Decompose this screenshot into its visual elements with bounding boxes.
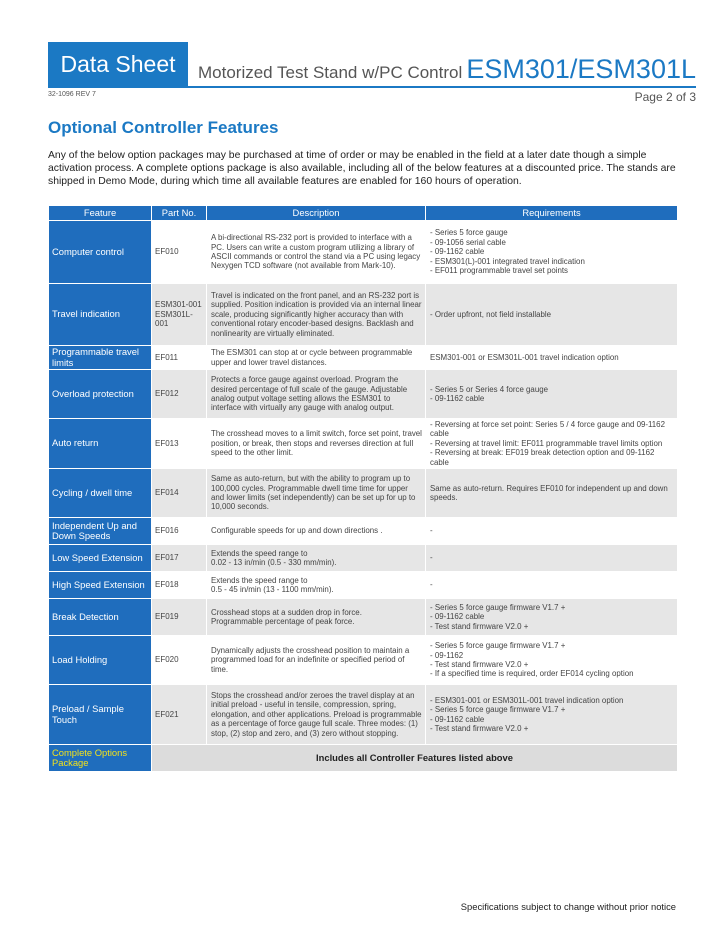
section-intro: Any of the below option packages may be purchased at time of order or may be enabled in the field at a later date though a simple activation process. A complete options package is also available, including all of the below features at a discounted price. The stands are shipped in Demo Mode, during which time all available features are enabled for 160 hours of operation. (48, 150, 676, 187)
description-cell: Stops the crosshead and/or zeroes the travel display at an initial preload - useful in tensile, compression, spring, elongation, and other applications. Preload is programmable as a percentage of force gauge full scale. Three modes: (1) stop, (2) stop and zero, and (3) zero without stopping. (207, 685, 426, 745)
table-row (49, 284, 678, 346)
header-part-no: Part No. (152, 206, 207, 221)
part-no-cell: EF010 (152, 221, 207, 284)
table-row (49, 469, 678, 518)
part-no-cell: EF020 (152, 636, 207, 685)
part-no-cell: EF013 (152, 419, 207, 469)
part-no-cell: EF016 (152, 518, 207, 545)
feature-cell: Auto return (49, 419, 152, 469)
requirements-cell: - (426, 545, 678, 572)
header-rule (48, 86, 696, 88)
table-row (49, 685, 678, 745)
table-row (49, 419, 678, 469)
requirements-cell: - Order upfront, not field installable (426, 284, 678, 346)
description-cell: Travel is indicated on the front panel, and an RS-232 port is supplied. Position indication is provided via an internal linear scale, producing significantly higher accuracy than with conventional rotary encoder-based designs. Backlash and nonlinearity are virtually eliminated. (207, 284, 426, 346)
description-cell: A bi-directional RS-232 port is provided to interface with a PC. Users can write a custom program utilizing a library of ASCII commands or control the stand via a PC using legacy Nexygen TCD software (not available from Mark-10). (207, 221, 426, 284)
feature-cell: Break Detection (49, 599, 152, 636)
table-row (49, 572, 678, 599)
part-no-cell: EF012 (152, 370, 207, 419)
description-cell: The crosshead moves to a limit switch, force set point, travel position, or break, then stops and reverses direction at full speed to the other limit. (207, 419, 426, 469)
table-row (49, 599, 678, 636)
header-requirements: Requirements (426, 206, 678, 221)
requirements-cell: - (426, 518, 678, 545)
table-row (49, 370, 678, 419)
description-cell: Same as auto-return, but with the ability to program up to 100,000 cycles. Programmable dwell time time for upper and lower limits (set independently) can be set up for up to 10,000 seconds. (207, 469, 426, 518)
feature-cell: Cycling / dwell time (49, 469, 152, 518)
data-sheet-badge: Data Sheet (48, 42, 188, 87)
part-no-cell: EF018 (152, 572, 207, 599)
feature-cell: Load Holding (49, 636, 152, 685)
part-no-cell: EF017 (152, 545, 207, 572)
requirements-cell: - Series 5 force gauge firmware V1.7 + - 09-1162 cable - Test stand firmware V2.0 + (426, 599, 678, 636)
package-label: Complete Options Package (49, 745, 152, 772)
feature-cell: High Speed Extension (49, 572, 152, 599)
part-no-cell: EF011 (152, 346, 207, 370)
description-cell: The ESM301 can stop at or cycle between programmable upper and lower travel distances. (207, 346, 426, 370)
description-cell: Extends the speed range to 0.5 - 45 in/min (13 - 1100 mm/min). (207, 572, 426, 599)
header-feature: Feature (49, 206, 152, 221)
requirements-cell: ESM301-001 or ESM301L-001 travel indication option (426, 346, 678, 370)
table-row (49, 221, 678, 284)
feature-cell: Independent Up and Down Speeds (49, 518, 152, 545)
part-no-cell: ESM301-001 ESM301L-001 (152, 284, 207, 346)
requirements-cell: - ESM301-001 or ESM301L-001 travel indication option - Series 5 force gauge firmware V1.7 + - 09-1162 cable - Test stand firmware V2.0 + (426, 685, 678, 745)
section-title: Optional Controller Features (48, 118, 279, 137)
feature-cell: Computer control (49, 221, 152, 284)
model-number: ESM301/ESM301L (466, 54, 696, 84)
revision-code: 32-1096 REV 7 (48, 91, 96, 98)
table-row (49, 545, 678, 572)
requirements-cell: - Series 5 force gauge - 09-1056 serial cable - 09-1162 cable - ESM301(L)-001 integrated travel indication - EF011 programmable travel set points (426, 221, 678, 284)
part-no-cell: EF014 (152, 469, 207, 518)
header-description: Description (207, 206, 426, 221)
requirements-cell: - (426, 572, 678, 599)
footer-note: Specifications subject to change without prior notice (460, 901, 676, 912)
description-cell: Protects a force gauge against overload. Program the desired percentage of full scale of the gauge. Adjustable analog output voltage setting allows the ESM301 to interface with virtually any gauge with analog output. (207, 370, 426, 419)
complete-package-row (49, 745, 678, 772)
package-description: Includes all Controller Features listed above (152, 745, 678, 772)
feature-cell: Low Speed Extension (49, 545, 152, 572)
table-row (49, 346, 678, 370)
features-table (48, 205, 678, 772)
requirements-cell: - Series 5 or Series 4 force gauge - 09-1162 cable (426, 370, 678, 419)
requirements-cell: - Reversing at force set point: Series 5 / 4 force gauge and 09-1162 cable - Reversing at travel limit: EF011 programmable travel limits option - Reversing at break: EF019 break detection option and 09-1162 cable (426, 419, 678, 469)
feature-cell: Programmable travel limits (49, 346, 152, 370)
table-row (49, 518, 678, 545)
table-header-row (49, 206, 678, 221)
requirements-cell: Same as auto-return. Requires EF010 for independent up and down speeds. (426, 469, 678, 518)
part-no-cell: EF019 (152, 599, 207, 636)
product-subtitle: Motorized Test Stand w/PC Control (198, 63, 463, 82)
description-cell: Crosshead stops at a sudden drop in force. Programmable percentage of peak force. (207, 599, 426, 636)
description-cell: Extends the speed range to 0.02 - 13 in/min (0.5 - 330 mm/min). (207, 545, 426, 572)
page-number: Page 2 of 3 (634, 90, 696, 104)
part-no-cell: EF021 (152, 685, 207, 745)
table-row (49, 636, 678, 685)
feature-cell: Travel indication (49, 284, 152, 346)
feature-cell: Preload / Sample Touch (49, 685, 152, 745)
requirements-cell: - Series 5 force gauge firmware V1.7 + - 09-1162 - Test stand firmware V2.0 + - If a specified time is required, order EF014 cycling option (426, 636, 678, 685)
description-cell: Configurable speeds for up and down directions . (207, 518, 426, 545)
description-cell: Dynamically adjusts the crosshead position to maintain a programmed load for an indefinite or specified period of time. (207, 636, 426, 685)
feature-cell: Overload protection (49, 370, 152, 419)
